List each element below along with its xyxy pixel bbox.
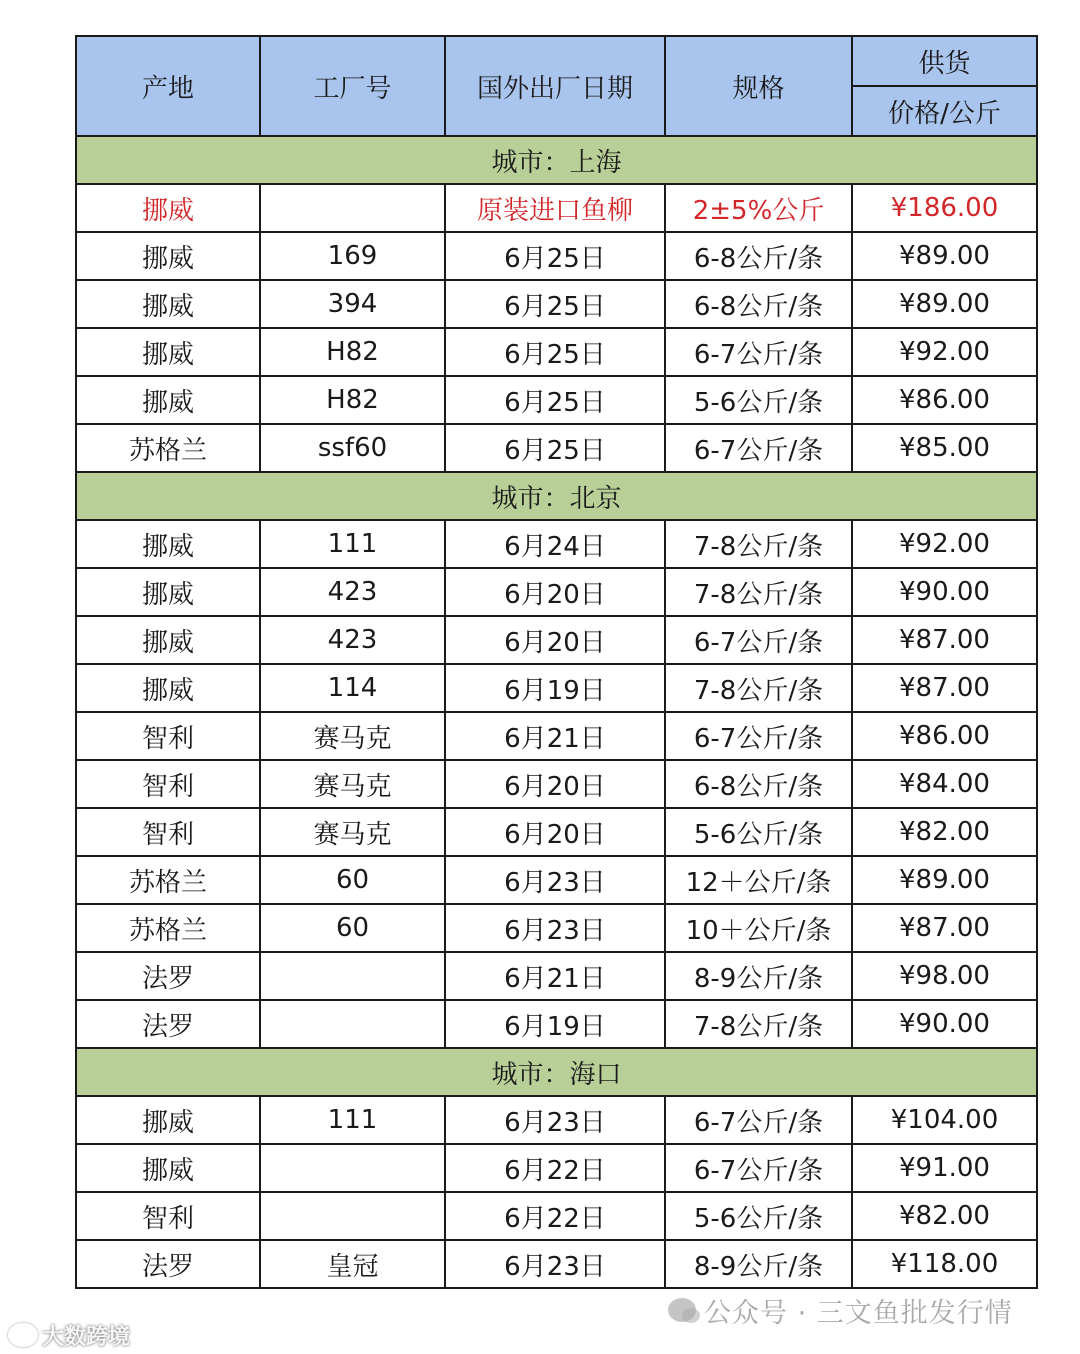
cell-date: 6月23日 bbox=[445, 1096, 665, 1144]
cell-spec: 7-8公斤/条 bbox=[665, 568, 852, 616]
table-row bbox=[76, 664, 1037, 712]
cell-factory: 423 bbox=[260, 568, 445, 616]
cell-spec: 6-7公斤/条 bbox=[665, 328, 852, 376]
cell-origin: 挪威 bbox=[76, 376, 260, 424]
cell-spec: 6-8公斤/条 bbox=[665, 280, 852, 328]
cell-date: 6月22日 bbox=[445, 1192, 665, 1240]
cell-spec: 12＋公斤/条 bbox=[665, 856, 852, 904]
table-row bbox=[76, 904, 1037, 952]
cell-price: ¥89.00 bbox=[852, 280, 1037, 328]
cell-date: 6月22日 bbox=[445, 1144, 665, 1192]
cell-spec: 7-8公斤/条 bbox=[665, 664, 852, 712]
cell-origin: 挪威 bbox=[76, 232, 260, 280]
cell-spec: 7-8公斤/条 bbox=[665, 520, 852, 568]
table-row bbox=[76, 712, 1037, 760]
cell-price: ¥92.00 bbox=[852, 328, 1037, 376]
cell-price: ¥98.00 bbox=[852, 952, 1037, 1000]
cell-date: 原装进口鱼柳 bbox=[445, 184, 665, 232]
table-row bbox=[76, 1240, 1037, 1288]
cell-factory bbox=[260, 1000, 445, 1048]
cell-spec: 7-8公斤/条 bbox=[665, 1000, 852, 1048]
weibo-icon bbox=[8, 1323, 38, 1347]
cell-factory: 394 bbox=[260, 280, 445, 328]
cell-date: 6月21日 bbox=[445, 712, 665, 760]
cell-factory: 60 bbox=[260, 904, 445, 952]
cell-date: 6月24日 bbox=[445, 520, 665, 568]
cell-factory bbox=[260, 184, 445, 232]
table-row bbox=[76, 1000, 1037, 1048]
cell-origin: 挪威 bbox=[76, 520, 260, 568]
cell-factory: ssf60 bbox=[260, 424, 445, 472]
cell-origin: 苏格兰 bbox=[76, 904, 260, 952]
highlight-row bbox=[76, 184, 1037, 232]
cell-price: ¥118.00 bbox=[852, 1240, 1037, 1288]
header-supply: 供货 bbox=[852, 36, 1037, 86]
cell-spec: 6-7公斤/条 bbox=[665, 1144, 852, 1192]
cell-date: 6月20日 bbox=[445, 760, 665, 808]
cell-factory bbox=[260, 1192, 445, 1240]
cell-price: ¥90.00 bbox=[852, 1000, 1037, 1048]
table-row bbox=[76, 568, 1037, 616]
table-row bbox=[76, 1096, 1037, 1144]
cell-origin: 挪威 bbox=[76, 328, 260, 376]
cell-date: 6月23日 bbox=[445, 904, 665, 952]
cell-factory: 114 bbox=[260, 664, 445, 712]
cell-factory: 111 bbox=[260, 1096, 445, 1144]
cell-price: ¥85.00 bbox=[852, 424, 1037, 472]
cell-date: 6月25日 bbox=[445, 232, 665, 280]
cell-origin: 智利 bbox=[76, 760, 260, 808]
cell-spec: 8-9公斤/条 bbox=[665, 952, 852, 1000]
cell-spec: 6-7公斤/条 bbox=[665, 1096, 852, 1144]
watermark-left-text: 大数跨境 bbox=[42, 1324, 131, 1350]
cell-origin: 挪威 bbox=[76, 616, 260, 664]
cell-factory: 皇冠 bbox=[260, 1240, 445, 1288]
cell-price: ¥86.00 bbox=[852, 712, 1037, 760]
cell-price: ¥90.00 bbox=[852, 568, 1037, 616]
cell-origin: 法罗 bbox=[76, 1240, 260, 1288]
cell-price: ¥104.00 bbox=[852, 1096, 1037, 1144]
cell-factory bbox=[260, 1144, 445, 1192]
city-row bbox=[76, 472, 1037, 520]
cell-origin: 苏格兰 bbox=[76, 856, 260, 904]
city-label: 城市：上海 bbox=[76, 136, 1037, 184]
table-row bbox=[76, 280, 1037, 328]
cell-date: 6月25日 bbox=[445, 328, 665, 376]
table-row bbox=[76, 1144, 1037, 1192]
wechat-icon bbox=[668, 1298, 696, 1322]
cell-price: ¥87.00 bbox=[852, 664, 1037, 712]
cell-factory: H82 bbox=[260, 376, 445, 424]
cell-spec: 6-8公斤/条 bbox=[665, 232, 852, 280]
header-date: 国外出厂日期 bbox=[445, 36, 665, 136]
header-origin: 产地 bbox=[76, 36, 260, 136]
cell-price: ¥87.00 bbox=[852, 904, 1037, 952]
cell-spec: 5-6公斤/条 bbox=[665, 376, 852, 424]
cell-price: ¥82.00 bbox=[852, 808, 1037, 856]
city-row bbox=[76, 1048, 1037, 1096]
cell-price: ¥86.00 bbox=[852, 376, 1037, 424]
cell-origin: 苏格兰 bbox=[76, 424, 260, 472]
cell-factory: 赛马克 bbox=[260, 712, 445, 760]
cell-spec: 10＋公斤/条 bbox=[665, 904, 852, 952]
cell-spec: 5-6公斤/条 bbox=[665, 1192, 852, 1240]
cell-origin: 挪威 bbox=[76, 568, 260, 616]
cell-spec: 6-8公斤/条 bbox=[665, 760, 852, 808]
cell-origin: 挪威 bbox=[76, 1096, 260, 1144]
table-row bbox=[76, 376, 1037, 424]
cell-date: 6月20日 bbox=[445, 568, 665, 616]
cell-origin: 挪威 bbox=[76, 1144, 260, 1192]
cell-date: 6月25日 bbox=[445, 376, 665, 424]
cell-factory: 169 bbox=[260, 232, 445, 280]
cell-price: ¥89.00 bbox=[852, 232, 1037, 280]
city-row bbox=[76, 136, 1037, 184]
table-row bbox=[76, 520, 1037, 568]
cell-origin: 智利 bbox=[76, 808, 260, 856]
cell-price: ¥92.00 bbox=[852, 520, 1037, 568]
cell-spec: 6-7公斤/条 bbox=[665, 616, 852, 664]
cell-origin: 法罗 bbox=[76, 952, 260, 1000]
watermark-right-text: 公众号 · 三文鱼批发行情 bbox=[704, 1297, 1013, 1329]
city-label: 城市：海口 bbox=[76, 1048, 1037, 1096]
cell-factory: 赛马克 bbox=[260, 760, 445, 808]
cell-price: ¥87.00 bbox=[852, 616, 1037, 664]
header-factory: 工厂号 bbox=[260, 36, 445, 136]
cell-origin: 法罗 bbox=[76, 1000, 260, 1048]
cell-date: 6月20日 bbox=[445, 616, 665, 664]
cell-spec: 8-9公斤/条 bbox=[665, 1240, 852, 1288]
cell-spec: 6-7公斤/条 bbox=[665, 712, 852, 760]
cell-spec: 2±5%公斤 bbox=[665, 184, 852, 232]
cell-spec: 5-6公斤/条 bbox=[665, 808, 852, 856]
cell-price: ¥89.00 bbox=[852, 856, 1037, 904]
cell-spec: 6-7公斤/条 bbox=[665, 424, 852, 472]
cell-price: ¥82.00 bbox=[852, 1192, 1037, 1240]
table-row bbox=[76, 952, 1037, 1000]
table-row bbox=[76, 1192, 1037, 1240]
city-label: 城市：北京 bbox=[76, 472, 1037, 520]
cell-factory: H82 bbox=[260, 328, 445, 376]
header-spec: 规格 bbox=[665, 36, 852, 136]
cell-price: ¥186.00 bbox=[852, 184, 1037, 232]
cell-date: 6月19日 bbox=[445, 1000, 665, 1048]
cell-price: ¥84.00 bbox=[852, 760, 1037, 808]
cell-origin: 智利 bbox=[76, 712, 260, 760]
cell-date: 6月25日 bbox=[445, 424, 665, 472]
cell-date: 6月21日 bbox=[445, 952, 665, 1000]
cell-origin: 智利 bbox=[76, 1192, 260, 1240]
cell-factory: 423 bbox=[260, 616, 445, 664]
watermark-left bbox=[8, 1320, 130, 1350]
table-row bbox=[76, 424, 1037, 472]
cell-date: 6月20日 bbox=[445, 808, 665, 856]
cell-origin: 挪威 bbox=[76, 280, 260, 328]
cell-date: 6月23日 bbox=[445, 856, 665, 904]
table-row bbox=[76, 232, 1037, 280]
table-row bbox=[76, 616, 1037, 664]
cell-factory: 111 bbox=[260, 520, 445, 568]
table-row bbox=[76, 328, 1037, 376]
cell-price: ¥91.00 bbox=[852, 1144, 1037, 1192]
header-price-unit: 价格/公斤 bbox=[852, 86, 1037, 136]
cell-origin: 挪威 bbox=[76, 664, 260, 712]
table-row bbox=[76, 856, 1037, 904]
cell-date: 6月23日 bbox=[445, 1240, 665, 1288]
watermark-right bbox=[668, 1290, 1013, 1330]
cell-factory bbox=[260, 952, 445, 1000]
cell-date: 6月19日 bbox=[445, 664, 665, 712]
salmon-price-table bbox=[75, 35, 1038, 1289]
cell-date: 6月25日 bbox=[445, 280, 665, 328]
cell-factory: 60 bbox=[260, 856, 445, 904]
table-row bbox=[76, 808, 1037, 856]
cell-origin: 挪威 bbox=[76, 184, 260, 232]
cell-factory: 赛马克 bbox=[260, 808, 445, 856]
table-row bbox=[76, 760, 1037, 808]
